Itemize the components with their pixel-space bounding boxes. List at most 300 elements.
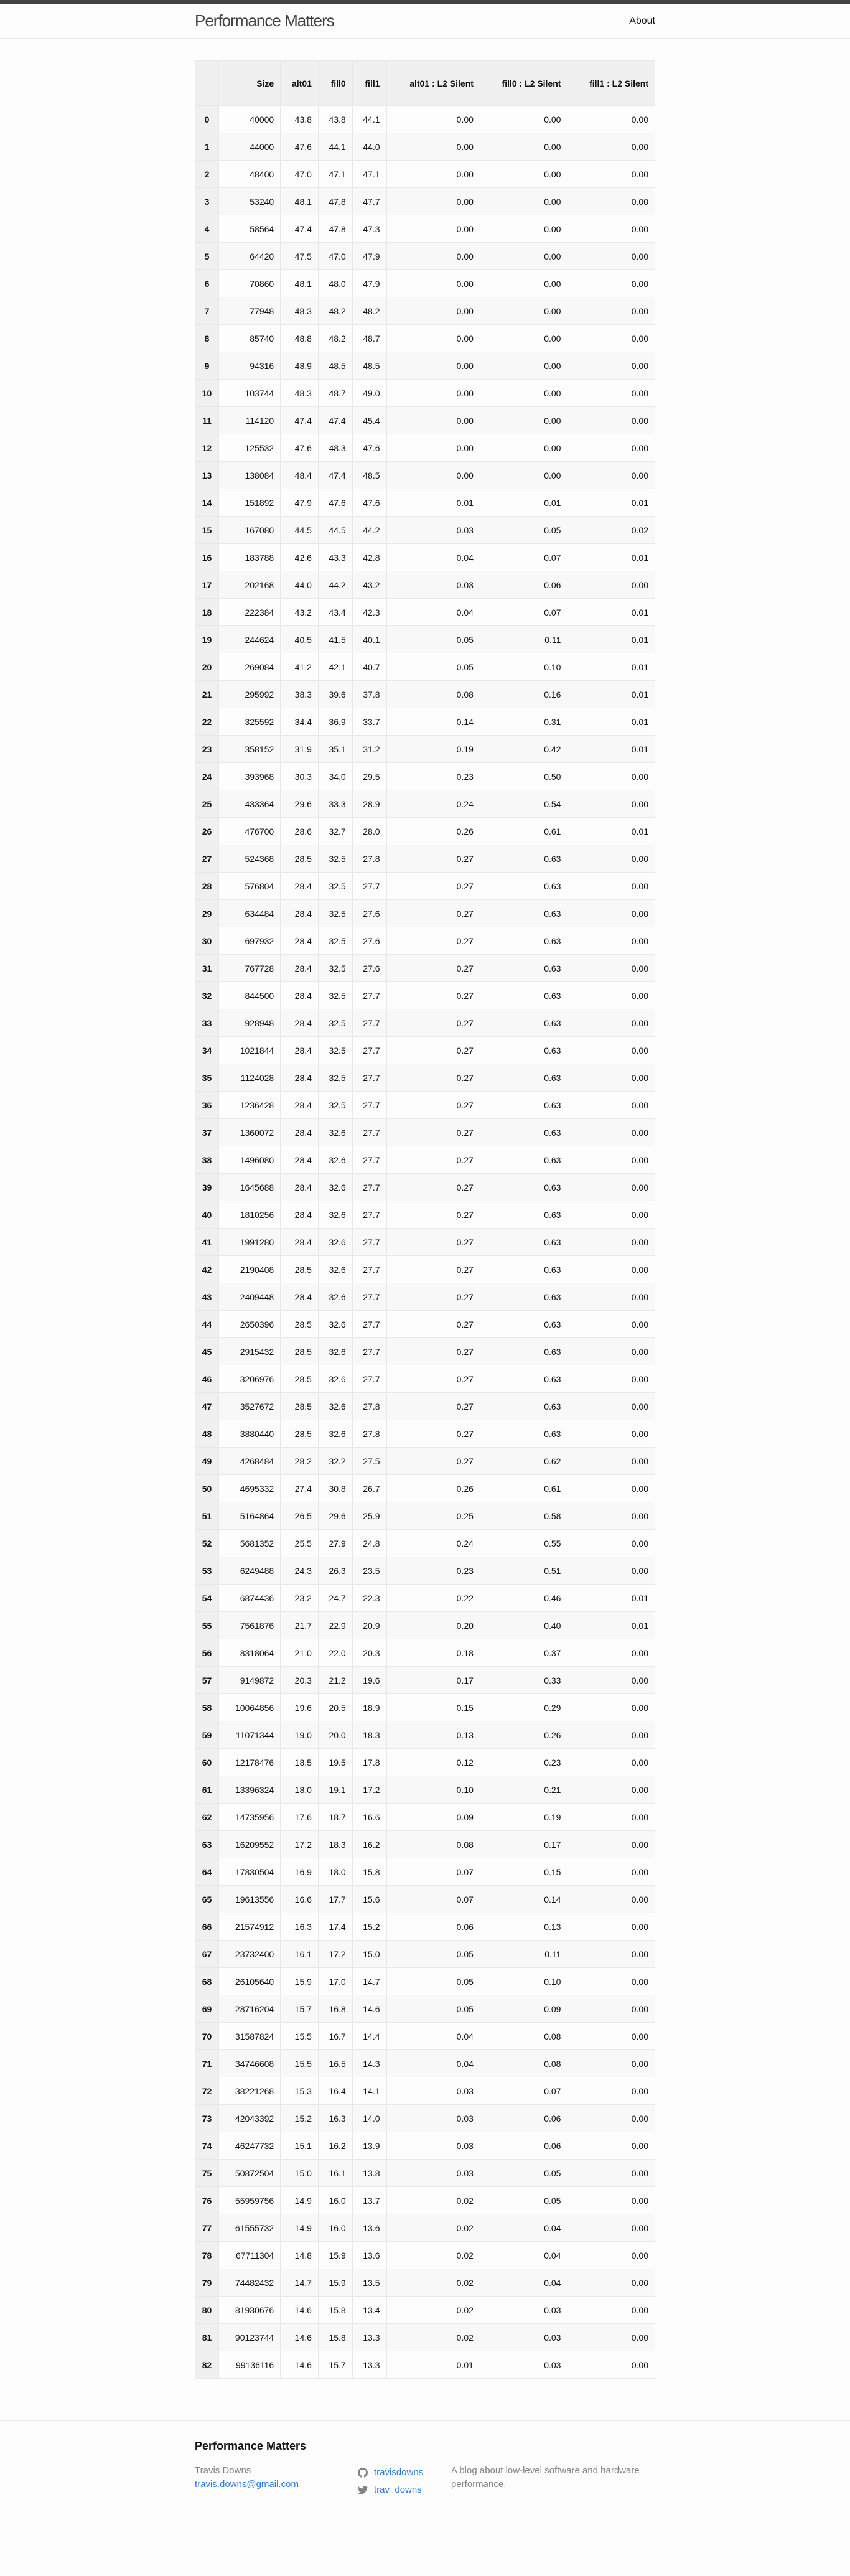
- table-cell: 0.00: [386, 352, 480, 380]
- table-cell: 0.63: [480, 1229, 567, 1256]
- table-cell: 5164864: [219, 1502, 281, 1530]
- table-cell: 32.5: [318, 927, 352, 955]
- table-cell: 48.3: [318, 434, 352, 462]
- table-cell: 47.3: [352, 215, 386, 243]
- table-cell: 27.8: [352, 1420, 386, 1448]
- table-cell: 48.5: [352, 352, 386, 380]
- table-cell: 0.03: [480, 2351, 567, 2379]
- column-header: fill1: [352, 61, 386, 106]
- table-cell: 0.00: [567, 1174, 655, 1201]
- table-cell: 48.4: [281, 462, 319, 489]
- table-cell: 0.04: [386, 599, 480, 626]
- row-index: 55: [195, 1612, 219, 1639]
- table-cell: 28.4: [281, 1229, 319, 1256]
- table-cell: 0.07: [480, 2077, 567, 2105]
- table-cell: 14.3: [352, 2050, 386, 2077]
- table-cell: 14.7: [352, 1968, 386, 1995]
- table-cell: 0.00: [567, 2187, 655, 2214]
- table-row: [195, 407, 655, 434]
- table-cell: 21.2: [318, 1667, 352, 1694]
- row-index: 61: [195, 1776, 219, 1804]
- table-cell: 0.07: [480, 544, 567, 571]
- table-cell: 0.27: [386, 1092, 480, 1119]
- table-cell: 30.3: [281, 763, 319, 790]
- table-cell: 2190408: [219, 1256, 281, 1283]
- table-cell: 16.3: [318, 2105, 352, 2132]
- table-cell: 17.2: [352, 1776, 386, 1804]
- table-cell: 67711304: [219, 2242, 281, 2269]
- table-cell: 0.63: [480, 1365, 567, 1393]
- row-index: 67: [195, 1941, 219, 1968]
- table-cell: 0.01: [567, 599, 655, 626]
- table-row: [195, 2214, 655, 2242]
- table-cell: 0.63: [480, 873, 567, 900]
- table-cell: 77948: [219, 297, 281, 325]
- table-row: [195, 790, 655, 818]
- table-cell: 32.2: [318, 1448, 352, 1475]
- row-index: 44: [195, 1311, 219, 1338]
- table-row: [195, 1968, 655, 1995]
- table-cell: 0.63: [480, 982, 567, 1009]
- table-cell: 38221268: [219, 2077, 281, 2105]
- table-cell: 0.00: [567, 161, 655, 188]
- table-cell: 0.02: [386, 2242, 480, 2269]
- row-index: 10: [195, 380, 219, 407]
- table-cell: 0.01: [567, 1585, 655, 1612]
- table-cell: 42.3: [352, 599, 386, 626]
- table-row: [195, 1229, 655, 1256]
- table-cell: 31587824: [219, 2023, 281, 2050]
- table-cell: 0.24: [386, 790, 480, 818]
- row-index: 35: [195, 1064, 219, 1092]
- row-index: 70: [195, 2023, 219, 2050]
- table-cell: 41.2: [281, 653, 319, 681]
- table-cell: 47.9: [281, 489, 319, 517]
- table-cell: 928948: [219, 1009, 281, 1037]
- table-cell: 0.27: [386, 1037, 480, 1064]
- main-content: [0, 39, 850, 2379]
- table-cell: 0.00: [567, 243, 655, 270]
- table-cell: 0.00: [480, 215, 567, 243]
- table-cell: 0.00: [567, 297, 655, 325]
- table-cell: 0.27: [386, 927, 480, 955]
- table-cell: 14.6: [281, 2297, 319, 2324]
- row-index: 65: [195, 1886, 219, 1913]
- table-cell: 0.00: [567, 1941, 655, 1968]
- table-cell: 32.6: [318, 1256, 352, 1283]
- table-cell: 28.4: [281, 873, 319, 900]
- table-cell: 26.3: [318, 1557, 352, 1585]
- site-description: A blog about low-level software and hardware performance.: [451, 2465, 640, 2489]
- table-row: [195, 982, 655, 1009]
- table-cell: 0.00: [567, 1037, 655, 1064]
- table-cell: 0.05: [480, 517, 567, 544]
- row-index: 45: [195, 1338, 219, 1365]
- table-row: [195, 2297, 655, 2324]
- row-index: 7: [195, 297, 219, 325]
- table-cell: 0.63: [480, 1146, 567, 1174]
- table-cell: 47.6: [318, 489, 352, 517]
- table-cell: 28.2: [281, 1448, 319, 1475]
- table-row: [195, 2050, 655, 2077]
- table-cell: 1021844: [219, 1037, 281, 1064]
- table-cell: 13.6: [352, 2242, 386, 2269]
- github-icon: [358, 2468, 368, 2478]
- table-cell: 0.00: [567, 1858, 655, 1886]
- table-cell: 0.04: [386, 544, 480, 571]
- table-cell: 0.03: [386, 2160, 480, 2187]
- table-row: [195, 571, 655, 599]
- table-cell: 0.00: [567, 1557, 655, 1585]
- row-index: 38: [195, 1146, 219, 1174]
- table-cell: 13.4: [352, 2297, 386, 2324]
- table-cell: 27.6: [352, 955, 386, 982]
- table-cell: 48.0: [318, 270, 352, 297]
- table-cell: 0.01: [567, 681, 655, 708]
- table-cell: 269084: [219, 653, 281, 681]
- table-cell: 32.6: [318, 1201, 352, 1229]
- table-cell: 0.27: [386, 845, 480, 873]
- table-row: [195, 1009, 655, 1037]
- table-cell: 47.7: [352, 188, 386, 215]
- table-cell: 0.27: [386, 1119, 480, 1146]
- table-cell: 48.3: [281, 380, 319, 407]
- table-cell: 3206976: [219, 1365, 281, 1393]
- table-body: [195, 106, 655, 2379]
- table-cell: 12178476: [219, 1749, 281, 1776]
- table-cell: 14.4: [352, 2023, 386, 2050]
- table-row: [195, 2160, 655, 2187]
- table-row: [195, 626, 655, 653]
- table-cell: 28.4: [281, 1146, 319, 1174]
- table-cell: 32.6: [318, 1420, 352, 1448]
- row-index: 57: [195, 1667, 219, 1694]
- table-cell: 14.8: [281, 2242, 319, 2269]
- table-cell: 1236428: [219, 1092, 281, 1119]
- table-cell: 0.27: [386, 1393, 480, 1420]
- row-index: 72: [195, 2077, 219, 2105]
- table-cell: 13.6: [352, 2214, 386, 2242]
- table-cell: 28.4: [281, 955, 319, 982]
- row-index: 41: [195, 1229, 219, 1256]
- table-cell: 0.11: [480, 1941, 567, 1968]
- table-cell: 202168: [219, 571, 281, 599]
- table-cell: 48.7: [352, 325, 386, 352]
- table-cell: 0.04: [386, 2050, 480, 2077]
- table-cell: 17.0: [318, 1968, 352, 1995]
- table-cell: 0.00: [567, 2160, 655, 2187]
- table-row: [195, 599, 655, 626]
- table-cell: 47.6: [352, 489, 386, 517]
- table-cell: 48.5: [352, 462, 386, 489]
- table-cell: 0.63: [480, 1393, 567, 1420]
- row-index: 51: [195, 1502, 219, 1530]
- table-cell: 16.6: [281, 1886, 319, 1913]
- table-cell: 16.2: [352, 1831, 386, 1858]
- table-row: [195, 462, 655, 489]
- table-row: [195, 106, 655, 133]
- table-cell: 0.00: [386, 161, 480, 188]
- table-cell: 0.00: [567, 325, 655, 352]
- table-cell: 28.5: [281, 1338, 319, 1365]
- nav-about-link[interactable]: About: [629, 16, 655, 26]
- row-index: 52: [195, 1530, 219, 1557]
- row-index: 23: [195, 736, 219, 763]
- table-cell: 48.2: [318, 297, 352, 325]
- table-cell: 0.51: [480, 1557, 567, 1585]
- table-cell: 0.63: [480, 1119, 567, 1146]
- row-index: 33: [195, 1009, 219, 1037]
- table-cell: 0.02: [567, 517, 655, 544]
- table-cell: 0.05: [386, 1995, 480, 2023]
- site-footer: [0, 2420, 850, 2557]
- table-cell: 16.4: [318, 2077, 352, 2105]
- table-cell: 14.6: [352, 1995, 386, 2023]
- table-cell: 0.00: [386, 106, 480, 133]
- table-cell: 0.23: [480, 1749, 567, 1776]
- table-cell: 17.8: [352, 1749, 386, 1776]
- table-cell: 0.63: [480, 1338, 567, 1365]
- row-index: 13: [195, 462, 219, 489]
- table-row: [195, 1721, 655, 1749]
- table-cell: 0.00: [567, 133, 655, 161]
- table-cell: 0.00: [480, 161, 567, 188]
- table-cell: 0.08: [480, 2023, 567, 2050]
- table-cell: 0.14: [386, 708, 480, 736]
- table-cell: 22.0: [318, 1639, 352, 1667]
- table-cell: 17.7: [318, 1886, 352, 1913]
- table-cell: 1991280: [219, 1229, 281, 1256]
- footer-heading: Performance Matters: [195, 2440, 307, 2452]
- table-cell: 0.00: [567, 2050, 655, 2077]
- table-cell: 27.7: [352, 1146, 386, 1174]
- table-cell: 47.6: [281, 133, 319, 161]
- table-cell: 1124028: [219, 1064, 281, 1092]
- table-cell: 0.27: [386, 1283, 480, 1311]
- row-index: 46: [195, 1365, 219, 1393]
- table-cell: 28.4: [281, 1037, 319, 1064]
- table-cell: 20.3: [352, 1639, 386, 1667]
- row-index: 26: [195, 818, 219, 845]
- table-cell: 0.12: [386, 1749, 480, 1776]
- results-table: [195, 60, 655, 2379]
- table-cell: 15.2: [352, 1913, 386, 1941]
- row-index: 79: [195, 2269, 219, 2297]
- table-cell: 0.17: [386, 1667, 480, 1694]
- table-row: [195, 1749, 655, 1776]
- table-cell: 33.3: [318, 790, 352, 818]
- row-index: 11: [195, 407, 219, 434]
- github-link[interactable]: [358, 2464, 451, 2481]
- row-index: 48: [195, 1420, 219, 1448]
- table-cell: 15.0: [281, 2160, 319, 2187]
- table-cell: 28.4: [281, 1174, 319, 1201]
- table-cell: 0.16: [480, 681, 567, 708]
- table-cell: 0.00: [567, 1530, 655, 1557]
- table-cell: 61555732: [219, 2214, 281, 2242]
- table-row: [195, 1393, 655, 1420]
- table-cell: 0.26: [386, 1475, 480, 1502]
- table-cell: 48.5: [318, 352, 352, 380]
- table-cell: 27.7: [352, 982, 386, 1009]
- table-cell: 15.5: [281, 2050, 319, 2077]
- table-cell: 55959756: [219, 2187, 281, 2214]
- table-cell: 0.01: [567, 708, 655, 736]
- table-cell: 0.00: [480, 270, 567, 297]
- table-cell: 47.0: [318, 243, 352, 270]
- table-cell: 0.00: [567, 1009, 655, 1037]
- row-index: 24: [195, 763, 219, 790]
- row-index: 63: [195, 1831, 219, 1858]
- table-cell: 19.6: [352, 1667, 386, 1694]
- table-row: [195, 2023, 655, 2050]
- table-cell: 47.1: [318, 161, 352, 188]
- column-header: alt01: [281, 61, 319, 106]
- row-index: 49: [195, 1448, 219, 1475]
- table-cell: 0.01: [567, 1612, 655, 1639]
- table-cell: 48.9: [281, 352, 319, 380]
- table-cell: 48.1: [281, 270, 319, 297]
- twitter-link[interactable]: [358, 2481, 451, 2499]
- table-cell: 28.9: [352, 790, 386, 818]
- table-cell: 27.7: [352, 1092, 386, 1119]
- table-cell: 0.27: [386, 1146, 480, 1174]
- table-cell: 0.00: [567, 434, 655, 462]
- table-cell: 32.5: [318, 1092, 352, 1119]
- table-cell: 0.00: [567, 2324, 655, 2351]
- table-cell: 24.3: [281, 1557, 319, 1585]
- table-cell: 32.5: [318, 845, 352, 873]
- site-header: [0, 4, 850, 39]
- table-cell: 0.00: [480, 133, 567, 161]
- table-cell: 0.01: [567, 489, 655, 517]
- table-cell: 0.00: [567, 1749, 655, 1776]
- table-cell: 13.7: [352, 2187, 386, 2214]
- row-index: 31: [195, 955, 219, 982]
- table-cell: 47.9: [352, 243, 386, 270]
- table-cell: 0.63: [480, 1420, 567, 1448]
- table-cell: 35.1: [318, 736, 352, 763]
- table-cell: 47.4: [318, 407, 352, 434]
- row-index: 36: [195, 1092, 219, 1119]
- table-row: [195, 2324, 655, 2351]
- table-cell: 0.63: [480, 1037, 567, 1064]
- table-cell: 32.6: [318, 1119, 352, 1146]
- table-cell: 0.00: [567, 790, 655, 818]
- table-cell: 38.3: [281, 681, 319, 708]
- table-cell: 0.00: [480, 352, 567, 380]
- table-cell: 0.00: [386, 407, 480, 434]
- table-cell: 0.04: [480, 2242, 567, 2269]
- table-cell: 0.04: [480, 2269, 567, 2297]
- table-cell: 325592: [219, 708, 281, 736]
- table-cell: 0.17: [480, 1831, 567, 1858]
- table-cell: 0.25: [386, 1502, 480, 1530]
- table-cell: 0.00: [386, 297, 480, 325]
- table-cell: 0.24: [386, 1530, 480, 1557]
- table-cell: 48.1: [281, 188, 319, 215]
- table-cell: 27.7: [352, 1283, 386, 1311]
- table-cell: 18.3: [352, 1721, 386, 1749]
- table-cell: 27.7: [352, 1037, 386, 1064]
- row-index: 81: [195, 2324, 219, 2351]
- row-index: 50: [195, 1475, 219, 1502]
- table-cell: 14.1: [352, 2077, 386, 2105]
- table-cell: 47.6: [352, 434, 386, 462]
- table-cell: 28.4: [281, 982, 319, 1009]
- table-cell: 0.00: [567, 1831, 655, 1858]
- table-cell: 15.9: [281, 1968, 319, 1995]
- table-cell: 32.5: [318, 1009, 352, 1037]
- table-cell: 393968: [219, 763, 281, 790]
- site-title[interactable]: Performance Matters: [195, 11, 334, 30]
- table-cell: 15.9: [318, 2269, 352, 2297]
- table-cell: 16209552: [219, 1831, 281, 1858]
- table-cell: 27.8: [352, 1393, 386, 1420]
- table-cell: 0.00: [567, 215, 655, 243]
- table-cell: 0.00: [567, 1968, 655, 1995]
- table-cell: 0.01: [386, 2351, 480, 2379]
- table-row: [195, 1256, 655, 1283]
- table-cell: 27.6: [352, 900, 386, 927]
- table-cell: 0.00: [386, 270, 480, 297]
- table-cell: 0.03: [386, 517, 480, 544]
- column-header: fill0 : L2 Silent: [480, 61, 567, 106]
- table-row: [195, 1502, 655, 1530]
- header-index: [195, 61, 219, 106]
- table-cell: 3527672: [219, 1393, 281, 1420]
- table-cell: 16.0: [318, 2187, 352, 2214]
- table-cell: 27.7: [352, 1311, 386, 1338]
- table-cell: 9149872: [219, 1667, 281, 1694]
- table-cell: 16.0: [318, 2214, 352, 2242]
- row-index: 69: [195, 1995, 219, 2023]
- table-cell: 28.5: [281, 1256, 319, 1283]
- table-cell: 0.63: [480, 955, 567, 982]
- table-cell: 0.15: [480, 1858, 567, 1886]
- table-row: [195, 1639, 655, 1667]
- table-cell: 0.46: [480, 1585, 567, 1612]
- table-row: [195, 1612, 655, 1639]
- table-cell: 0.00: [567, 380, 655, 407]
- table-cell: 16.8: [318, 1995, 352, 2023]
- row-index: 58: [195, 1694, 219, 1721]
- table-cell: 17.2: [281, 1831, 319, 1858]
- table-cell: 16.9: [281, 1858, 319, 1886]
- table-row: [195, 434, 655, 462]
- table-cell: 0.26: [386, 818, 480, 845]
- table-row: [195, 1475, 655, 1502]
- table-cell: 16.3: [281, 1913, 319, 1941]
- author-email-link[interactable]: travis.downs@gmail.com: [195, 2479, 299, 2489]
- table-cell: 42.6: [281, 544, 319, 571]
- table-cell: 0.08: [480, 2050, 567, 2077]
- table-cell: 32.6: [318, 1283, 352, 1311]
- table-cell: 0.00: [567, 2214, 655, 2242]
- column-header: Size: [219, 61, 281, 106]
- table-cell: 0.06: [480, 2132, 567, 2160]
- table-row: [195, 1311, 655, 1338]
- table-cell: 42.8: [352, 544, 386, 571]
- table-cell: 19.1: [318, 1776, 352, 1804]
- table-row: [195, 133, 655, 161]
- table-cell: 34.0: [318, 763, 352, 790]
- table-cell: 25.9: [352, 1502, 386, 1530]
- table-row: [195, 2077, 655, 2105]
- table-cell: 0.00: [480, 188, 567, 215]
- table-cell: 0.02: [386, 2297, 480, 2324]
- table-cell: 0.23: [386, 763, 480, 790]
